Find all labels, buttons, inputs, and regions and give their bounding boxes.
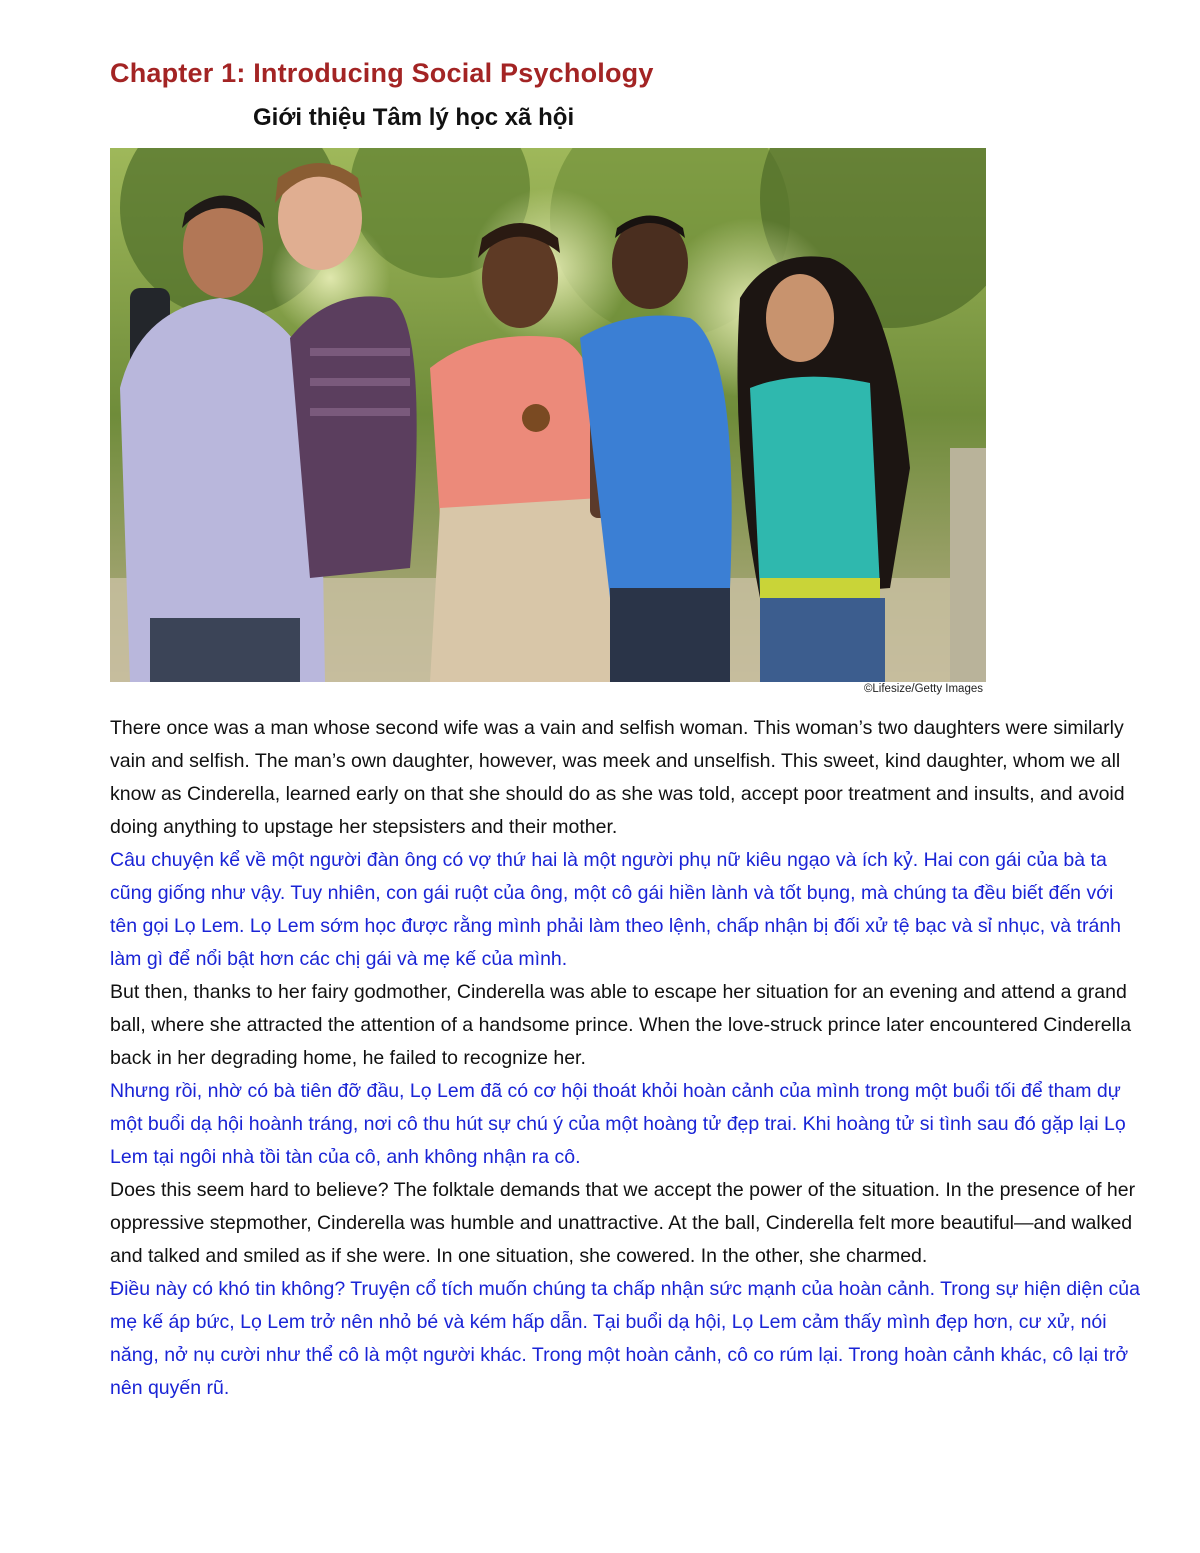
paragraph-vi-1: Câu chuyện kể về một người đàn ông có vợ thứ hai là một người phụ nữ kiêu ngạo và ích kỷ. Hai con gái của bà ta cũng giống như vậy. Tuy nhiên, con gái ruột của ông, một cô gái hiền lành và tốt bụng, mà chúng ta đều biết đến với tên gọi Lọ Lem. Lọ Lem sớm học được rằng mình phải làm theo lệnh, chấp nhận bị đối xử tệ bạc và sỉ nhục, và tránh làm gì để nổi bật hơn các chị gái và mẹ kế của mình. bbox=[110, 849, 1122, 970]
paragraph-en-1: There once was a man whose second wife was a vain and selfish woman. This woman’s two daughters were similarly vain and selfish. The man’s own daughter, however, was meek and unselfish. This sweet, kind daughter, whom we all know as Cinderella, learned early on that she should do as she was told, accept poor treatment and insults, and avoid doing anything to upstage her stepsisters and their mother. bbox=[110, 717, 1125, 838]
paragraph-vi-3: Điều này có khó tin không? Truyện cổ tích muốn chúng ta chấp nhận sức mạnh của hoàn cảnh. Trong sự hiện diện của mẹ kế áp bức, Lọ Lem trở nên nhỏ bé và kém hấp dẫn. Tại buổi dạ hội, Lọ Lem cảm thấy mình đẹp hơn, cư xử, nói năng, nở nụ cười như thể cô là một người khác. Trong một hoàn cảnh, cô co rúm lại. Trong hoàn cảnh khác, cô lại trở nên quyến rũ. bbox=[110, 1278, 1140, 1399]
chapter-title: Chapter 1: Introducing Social Psychology bbox=[110, 58, 654, 88]
body-text bbox=[110, 712, 1140, 1405]
chapter-subtitle: Giới thiệu Tâm lý học xã hội bbox=[253, 104, 575, 131]
photo-illustration bbox=[110, 148, 986, 682]
paragraph-vi-2: Nhưng rồi, nhờ có bà tiên đỡ đầu, Lọ Lem đã có cơ hội thoát khỏi hoàn cảnh của mình trong một buổi tối để tham dự một buổi dạ hội hoành tráng, nơi cô thu hút sự chú ý của một hoàng tử đẹp trai. Khi hoàng tử si tình sau đó gặp lại Lọ Lem tại ngôi nhà tồi tàn của cô, anh không nhận ra cô. bbox=[110, 1080, 1126, 1168]
photo-credit: ©Lifesize/Getty Images bbox=[863, 683, 983, 695]
paragraph-en-2: But then, thanks to her fairy godmother, Cinderella was able to escape her situation for an evening and attend a grand ball, where she attracted the attention of a handsome prince. When the love-struck prince later encountered Cinderella back in her degrading home, he failed to recognize her. bbox=[110, 981, 1132, 1069]
students-walking-photo bbox=[110, 148, 986, 682]
paragraph-en-3: Does this seem hard to believe? The folktale demands that we accept the power of the situation. In the presence of her oppressive stepmother, Cinderella was humble and unattractive. At the ball, Cinderella felt more beautiful—and walked and talked and smiled as if she were. In one situation, she cowered. In the other, she charmed. bbox=[110, 1179, 1136, 1267]
